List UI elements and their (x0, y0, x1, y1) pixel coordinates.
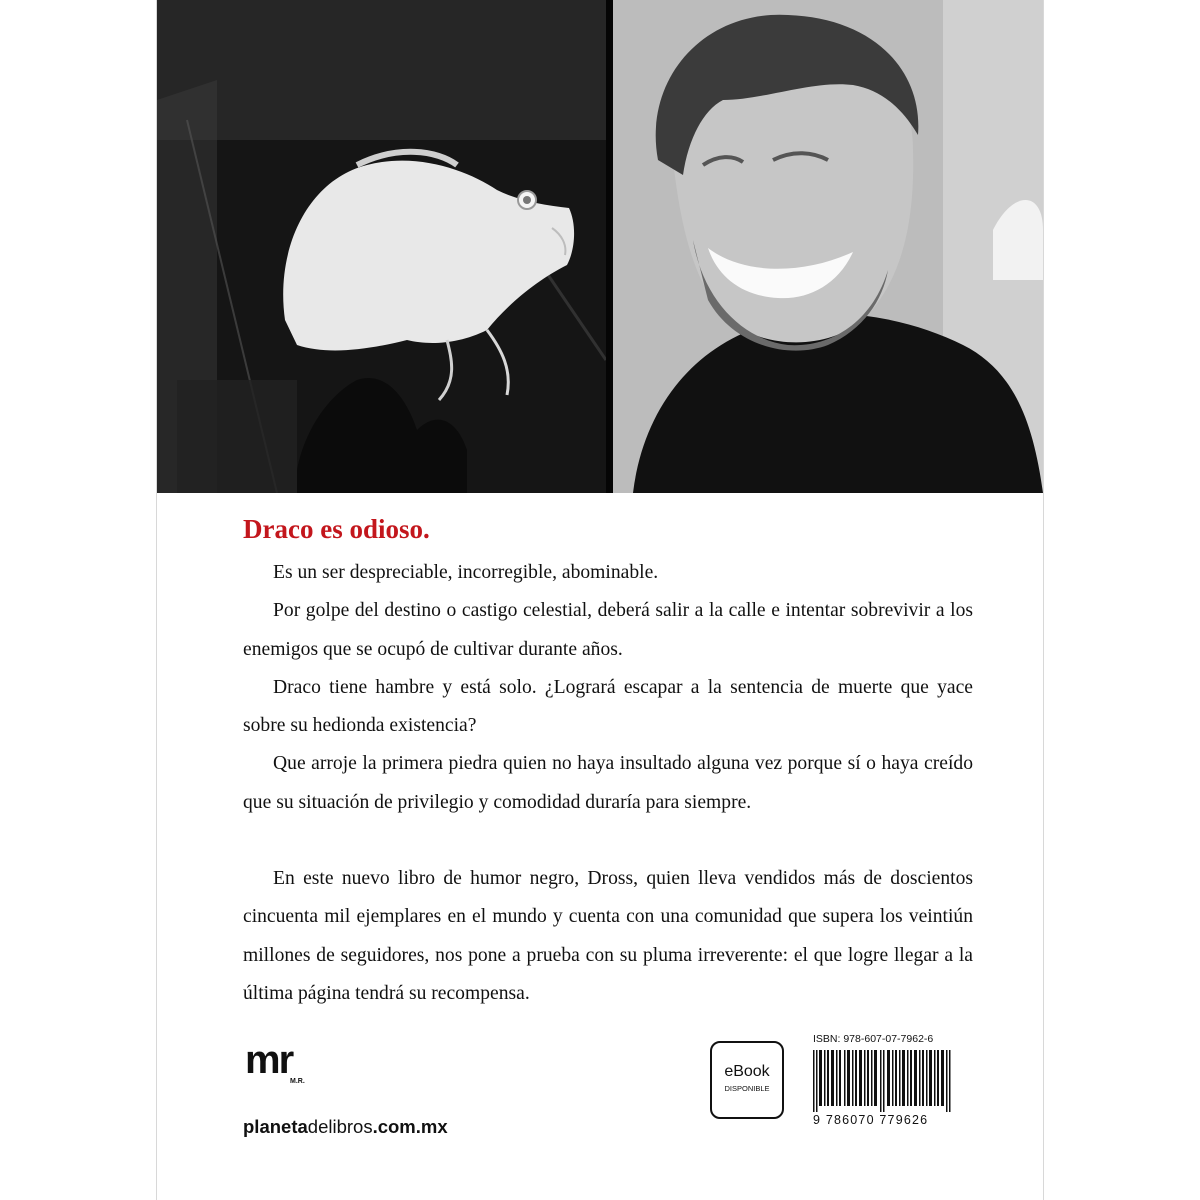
registered-mark: M.R. (290, 1078, 305, 1085)
smiling-man-photo (613, 0, 1043, 493)
ebook-badge (710, 1041, 784, 1119)
publisher-website[interactable] (243, 1116, 448, 1138)
website-part-1: planeta (243, 1116, 308, 1137)
isbn-label: ISBN: 978-607-07-7962-6 (813, 1033, 934, 1045)
publisher-logo (245, 1038, 305, 1085)
barcode (813, 1050, 951, 1112)
blurb-paragraph-5: En este nuevo libro de humor negro, Dross, quien lleva vendidos más de doscientos cincuenta mil ejemplares en el mundo y cuenta con una comunidad que supera los veintiún millones de seguidores, nos pone a prueba con su pluma irreverente: el que logre llegar a la última página tendrá su recompensa. (243, 868, 973, 1004)
blurb-paragraph-1: Es un ser despreciable, incorregible, abominable. (273, 562, 659, 583)
back-cover (156, 0, 1044, 1200)
blurb-paragraph-4: Que arroje la primera piedra quien no haya insultado alguna vez porque sí o haya creído que su situación de privilegio y comodidad duraría para siempre. (243, 753, 973, 813)
ebook-label: eBook (724, 1063, 770, 1080)
blurb-paragraph-3: Draco tiene hambre y está solo. ¿Logrará escapar a la sentencia de muerte que yace sobre su hedionda existencia? (243, 676, 973, 737)
website-part-3: .com.mx (372, 1116, 448, 1137)
blurb-body (243, 554, 973, 1013)
barcode-digits: 9 786070 779626 (813, 1113, 929, 1127)
blurb-paragraph-2: Por golpe del destino o castigo celestial, deberá salir a la calle e intentar sobrevivir a los enemigos que se ocupó de cultivar durante años. (243, 600, 973, 660)
photo-band (157, 0, 1043, 493)
publisher-logo-mark: mr (245, 1038, 293, 1082)
aquarium-fish-photo (157, 0, 606, 493)
blurb-title: Draco es odioso. (243, 514, 430, 544)
photo-divider (606, 0, 613, 493)
website-part-2: delibros (307, 1116, 373, 1137)
ebook-sub-label: DISPONIBLE (724, 1084, 770, 1093)
